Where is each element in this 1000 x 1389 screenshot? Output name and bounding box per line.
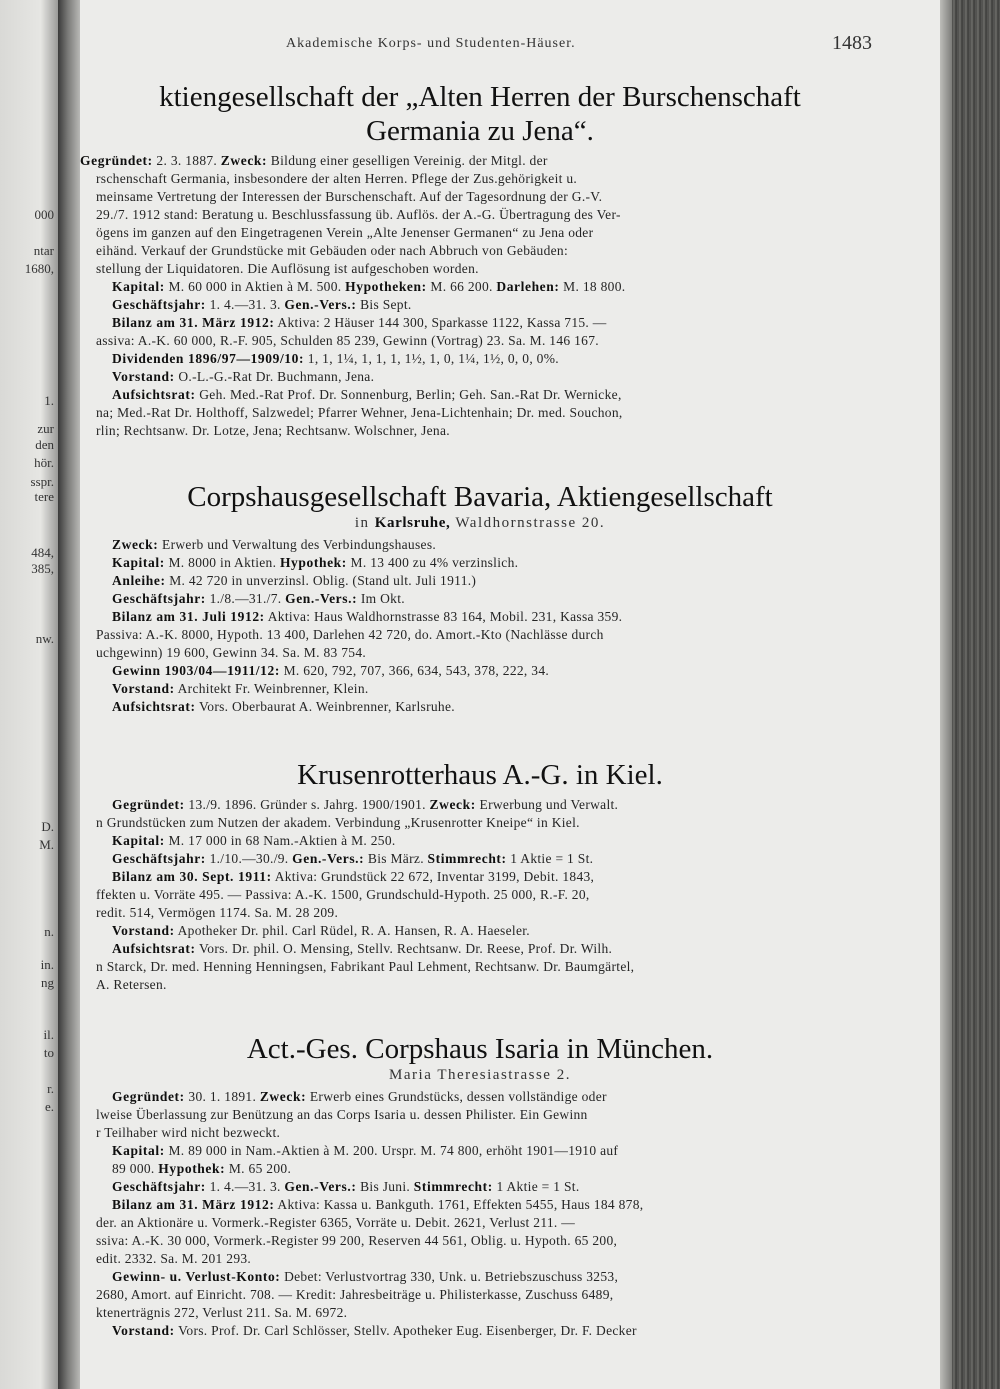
field-text: M. 42 720 in unverzinsl. Oblig. (Stand ult. Juli 1911.) — [165, 573, 477, 588]
field-label: Gegründet: — [112, 1089, 185, 1104]
text-line — [80, 188, 880, 206]
field-text: Geh. Med.-Rat Prof. Dr. Sonnenburg, Berlin; Geh. San.-Rat Dr. Wernicke, — [195, 387, 622, 402]
margin-fragment: in. — [40, 957, 54, 972]
page-number: 1483 — [832, 32, 872, 54]
right-page — [80, 0, 940, 1389]
field-text: ffekten u. Vorräte 495. — Passiva: A.-K. 1500, Grundschuld-Hypoth. 25 000, R.-F. 20, — [96, 887, 590, 902]
field-text: Bildung einer geselligen Vereinig. der Mitgl. der — [267, 153, 548, 168]
text-line — [80, 536, 880, 554]
text-line — [80, 170, 880, 188]
field-text: 29./7. 1912 stand: Beratung u. Beschlussfassung üb. Auflös. der A.-G. Übertragung des Ver- — [96, 207, 621, 222]
text-line — [80, 868, 880, 886]
entry-title: Corpshausgesellschaft Bavaria, Aktiengesellschaft — [187, 481, 773, 513]
margin-fragment: 1. — [44, 393, 54, 408]
text-line — [80, 206, 880, 224]
text-line — [80, 260, 880, 278]
field-text: Debet: Verlustvortrag 330, Unk. u. Betriebszuschuss 3253, — [280, 1269, 619, 1284]
text-line — [80, 314, 880, 332]
text-line — [80, 1322, 880, 1340]
field-text: Architekt Fr. Weinbrenner, Klein. — [174, 681, 369, 696]
field-label: Hypotheken: — [345, 279, 427, 294]
text-line — [80, 1178, 880, 1196]
field-text: Aktiva: 2 Häuser 144 300, Sparkasse 1122, Kassa 715. — — [274, 315, 607, 330]
text-line — [80, 904, 880, 922]
field-text: Waldhornstrasse 20. — [450, 515, 606, 531]
text-line — [80, 278, 880, 296]
field-label: Darlehen: — [496, 279, 560, 294]
field-label: Vorstand: — [112, 1323, 175, 1338]
field-label: Zweck: — [220, 153, 268, 168]
text-line — [80, 1232, 880, 1250]
field-text: Maria Theresiastrasse 2. — [389, 1067, 571, 1083]
field-label: Zweck: — [429, 797, 476, 812]
field-label: Aufsichtsrat: — [112, 387, 196, 402]
margin-fragment: ng — [41, 975, 54, 990]
field-text: M. 13 400 zu 4% verzinslich. — [346, 555, 519, 570]
field-label: Kapital: — [112, 833, 165, 848]
field-label: Hypothek: — [279, 555, 347, 570]
field-text: der. an Aktionäre u. Vormerk.-Register 6365, Vorräte u. Debit. 2621, Verlust 211. — — [96, 1215, 576, 1230]
margin-fragment: e. — [44, 1099, 54, 1114]
margin-fragment: den — [35, 437, 54, 452]
margin-fragment: 385, — [31, 561, 54, 576]
entry-title: Krusenrotterhaus A.-G. in Kiel. — [297, 759, 663, 791]
field-text: eihänd. Verkauf der Grundstücke mit Gebäuden oder nach Abbruch von Gebäuden: — [96, 243, 569, 258]
field-text: Bis März. — [364, 851, 428, 866]
margin-fragment: hör. — [34, 455, 54, 470]
field-label: Kapital: — [112, 555, 165, 570]
field-text: lweise Überlassung zur Benützung an das Corps Isaria u. dessen Philister. Ein Gewinn — [96, 1107, 588, 1122]
margin-fragment: M. — [39, 837, 54, 852]
field-text: 1. 4.—31. 3. — [205, 1179, 285, 1194]
field-text: Bis Sept. — [356, 297, 412, 312]
field-label: Bilanz am 30. Sept. 1911: — [112, 869, 272, 884]
margin-fragment: il. — [43, 1027, 54, 1042]
field-label: Vorstand: — [112, 369, 175, 384]
text-line — [80, 1268, 880, 1286]
text-line — [80, 608, 880, 626]
text-line — [80, 296, 880, 314]
text-line — [80, 796, 880, 814]
margin-fragment: nw. — [35, 631, 54, 646]
field-text: stellung der Liquidatoren. Die Auflösung ist aufgeschoben worden. — [96, 261, 479, 276]
text-line — [80, 886, 880, 904]
text-line — [80, 814, 880, 832]
field-text: M. 65 200. — [225, 1161, 292, 1176]
margin-fragment: 000 — [34, 207, 54, 222]
field-text: redit. 514, Vermögen 1174. Sa. M. 28 209. — [96, 905, 339, 920]
text-line — [80, 242, 880, 260]
text-line — [80, 922, 880, 940]
field-text: Aktiva: Kassa u. Bankguth. 1761, Effekten 5455, Haus 184 878, — [274, 1197, 644, 1212]
field-text: n Starck, Dr. med. Henning Henningsen, Fabrikant Paul Lehment, Rechtsanw. Dr. Baumgärtel, — [96, 959, 635, 974]
entry-title: Germania zu Jena“. — [366, 115, 594, 147]
text-line — [80, 422, 880, 440]
text-line — [80, 152, 880, 170]
field-text: Im Okt. — [357, 591, 405, 606]
margin-fragment: ntar — [33, 243, 54, 258]
field-text: Passiva: A.-K. 8000, Hypoth. 13 400, Darlehen 42 720, do. Amort.-Kto (Nachlässe durch — [96, 627, 604, 642]
field-label: Dividenden 1896/97—1909/10: — [112, 351, 305, 366]
field-text: n Grundstücken zum Nutzen der akadem. Verbindung „Krusenrotter Kneipe“ in Kiel. — [96, 815, 580, 830]
text-line — [80, 554, 880, 572]
field-text: ssiva: A.-K. 30 000, Vormerk.-Register 99 200, Reserven 44 561, Oblig. u. Hypoth. 65 200, — [96, 1233, 618, 1248]
field-text: 1 Aktie = 1 St. — [506, 851, 594, 866]
field-text: 13./9. 1896. Gründer s. Jahrg. 1900/1901. — [184, 797, 430, 812]
field-label: Aufsichtsrat: — [112, 699, 196, 714]
text-line — [80, 958, 880, 976]
field-text: M. 66 200. — [426, 279, 497, 294]
text-line — [80, 572, 880, 590]
text-line — [80, 368, 880, 386]
field-label: Zweck: — [112, 537, 159, 552]
text-line — [80, 1106, 880, 1124]
entry-title: ktiengesellschaft der „Alten Herren der Burschenschaft — [159, 81, 801, 113]
margin-fragment: r. — [47, 1081, 54, 1096]
field-text: 2. 3. 1887. — [152, 153, 221, 168]
field-label: Zweck: — [259, 1089, 307, 1104]
field-text: M. 89 000 in Nam.-Aktien à M. 200. Urspr. M. 74 800, erhöht 1901—1910 auf — [164, 1143, 619, 1158]
field-text: M. 60 000 in Aktien à M. 500. — [164, 279, 346, 294]
text-line — [80, 976, 880, 994]
field-text: Bis Juni. — [356, 1179, 414, 1194]
text-line — [80, 590, 880, 608]
field-text: ktenerträgnis 272, Verlust 211. Sa. M. 6972. — [96, 1305, 348, 1320]
field-text: Vors. Dr. phil. O. Mensing, Stellv. Rechtsanw. Dr. Reese, Prof. Dr. Wilh. — [195, 941, 613, 956]
text-line — [80, 662, 880, 680]
text-line — [80, 626, 880, 644]
field-text: rlin; Rechtsanw. Dr. Lotze, Jena; Rechtsanw. Wolschner, Jena. — [96, 423, 450, 438]
field-text: M. 8000 in Aktien. — [164, 555, 280, 570]
field-text: Erwerb eines Grundstücks, dessen vollständige oder — [306, 1089, 607, 1104]
text-line — [80, 644, 880, 662]
field-text: Vors. Oberbaurat A. Weinbrenner, Karlsruhe. — [195, 699, 455, 714]
text-line — [80, 698, 880, 716]
margin-fragment: sspr. — [30, 474, 54, 489]
text-line — [80, 940, 880, 958]
field-label: Anleihe: — [112, 573, 166, 588]
field-text: 89 000. — [112, 1161, 159, 1176]
field-label: Hypothek: — [158, 1161, 226, 1176]
field-label: Bilanz am 31. Juli 1912: — [112, 609, 265, 624]
field-text: 1, 1, 1¼, 1, 1, 1, 1½, 1, 0, 1¼, 1½, 0, 0, 0%. — [304, 351, 559, 366]
field-label: Geschäftsjahr: — [112, 1179, 206, 1194]
margin-fragment: tere — [34, 489, 54, 504]
text-line — [80, 1124, 880, 1142]
field-label: Gen.-Vers.: — [284, 1179, 357, 1194]
entry-subtitle — [80, 1066, 880, 1084]
field-text: M. 17 000 in 68 Nam.-Aktien à M. 250. — [164, 833, 396, 848]
field-text: Vors. Prof. Dr. Carl Schlösser, Stellv. Apotheker Eug. Eisenberger, Dr. F. Decker — [174, 1323, 637, 1338]
field-text: rschenschaft Germania, insbesondere der alten Herren. Pflege der Zus.gehörigkeit u. — [96, 171, 578, 186]
field-text: M. 620, 792, 707, 366, 634, 543, 378, 222, 34. — [279, 663, 550, 678]
field-label: Geschäftsjahr: — [112, 851, 206, 866]
text-line — [80, 1250, 880, 1268]
text-line — [80, 386, 880, 404]
field-text: 30. 1. 1891. — [184, 1089, 260, 1104]
field-label: Geschäftsjahr: — [112, 591, 206, 606]
text-line — [80, 1214, 880, 1232]
company-entry — [80, 758, 880, 994]
margin-fragment: D. — [41, 819, 54, 834]
text-line — [80, 332, 880, 350]
margin-fragment: n. — [44, 924, 54, 939]
text-line — [80, 1196, 880, 1214]
text-line — [80, 224, 880, 242]
text-line — [80, 850, 880, 868]
previous-page-margin — [0, 0, 58, 1389]
text-line — [80, 1160, 880, 1178]
text-line — [80, 1286, 880, 1304]
margin-fragment: to — [43, 1045, 54, 1060]
field-text: edit. 2332. Sa. M. 201 293. — [96, 1251, 252, 1266]
field-text: na; Med.-Rat Dr. Holthoff, Salzwedel; Pfarrer Wehner, Jena-Lichtenhain; Dr. med. Souchon, — [96, 405, 623, 420]
field-text: Aktiva: Haus Waldhornstrasse 83 164, Mobil. 231, Kassa 359. — [264, 609, 623, 624]
field-text: 1. 4.—31. 3. — [205, 297, 285, 312]
field-text: Erwerbung und Verwalt. — [475, 797, 619, 812]
text-line — [80, 350, 880, 368]
page-block-edge — [940, 0, 1000, 1389]
text-line — [80, 832, 880, 850]
field-text: 2680, Amort. auf Einricht. 708. — Kredit: Jahresbeiträge u. Philisterkasse, Zuschuss 6489, — [96, 1287, 614, 1302]
text-line — [80, 1088, 880, 1106]
running-header — [80, 32, 940, 54]
entry-subtitle — [80, 514, 880, 532]
entry-title: Act.-Ges. Corpshaus Isaria in München. — [246, 1033, 714, 1065]
company-entry — [80, 1032, 880, 1340]
field-label: Stimmrecht: — [427, 851, 507, 866]
field-text: 1 Aktie = 1 St. — [492, 1179, 580, 1194]
field-text: 1./10.—30./9. — [205, 851, 293, 866]
field-text: in — [354, 515, 375, 531]
field-label: Vorstand: — [112, 923, 175, 938]
field-label: Gen.-Vers.: — [292, 851, 365, 866]
field-label: Kapital: — [112, 1143, 165, 1158]
book-gutter — [58, 0, 80, 1389]
margin-fragment: 484, — [31, 545, 54, 560]
field-label: Stimmrecht: — [413, 1179, 493, 1194]
field-text: A. Retersen. — [96, 977, 167, 992]
company-entry — [80, 80, 880, 440]
field-text: ögens im ganzen auf den Eingetragenen Verein „Alte Jenenser Germanen“ zu Jena oder — [96, 225, 594, 240]
field-label: Gen.-Vers.: — [285, 591, 358, 606]
field-text: Erwerb und Verwaltung des Verbindungshauses. — [158, 537, 437, 552]
text-line — [80, 1304, 880, 1322]
field-text: r Teilhaber wird nicht bezweckt. — [96, 1125, 281, 1140]
field-label: Vorstand: — [112, 681, 175, 696]
field-label: Aufsichtsrat: — [112, 941, 196, 956]
field-label: Bilanz am 31. März 1912: — [112, 1197, 275, 1212]
field-text: Apotheker Dr. phil. Carl Rüdel, R. A. Hansen, R. A. Haeseler. — [174, 923, 530, 938]
text-line — [80, 680, 880, 698]
running-title: Akademische Korps- und Studenten-Häuser. — [286, 36, 576, 51]
field-label: Gewinn 1903/04—1911/12: — [112, 663, 280, 678]
field-text: O.-L.-G.-Rat Dr. Buchmann, Jena. — [174, 369, 375, 384]
field-label: Gewinn- u. Verlust-Konto: — [112, 1269, 281, 1284]
field-label: Gegründet: — [112, 797, 185, 812]
text-line — [80, 404, 880, 422]
field-label: Gen.-Vers.: — [284, 297, 357, 312]
field-label: Bilanz am 31. März 1912: — [112, 315, 275, 330]
field-text: assiva: A.-K. 60 000, R.-F. 905, Schulden 85 239, Gewinn (Vortrag) 23. Sa. M. 146 167. — [96, 333, 599, 348]
field-label: Gegründet: — [80, 153, 153, 168]
company-entry — [80, 480, 880, 716]
field-label: Karlsruhe, — [374, 515, 451, 531]
field-text: M. 18 800. — [559, 279, 626, 294]
margin-fragment: 1680, — [24, 261, 54, 276]
field-text: uchgewinn) 19 600, Gewinn 34. Sa. M. 83 754. — [96, 645, 367, 660]
field-label: Kapital: — [112, 279, 165, 294]
field-label: Geschäftsjahr: — [112, 297, 206, 312]
field-text: Aktiva: Grundstück 22 672, Inventar 3199, Debit. 1843, — [271, 869, 595, 884]
text-line — [80, 1142, 880, 1160]
margin-fragment: zur — [37, 421, 54, 436]
field-text: 1./8.—31./7. — [205, 591, 286, 606]
field-text: meinsame Vertretung der Interessen der Burschenschaft. Auf der Tagesordnung der G.-V. — [96, 189, 603, 204]
